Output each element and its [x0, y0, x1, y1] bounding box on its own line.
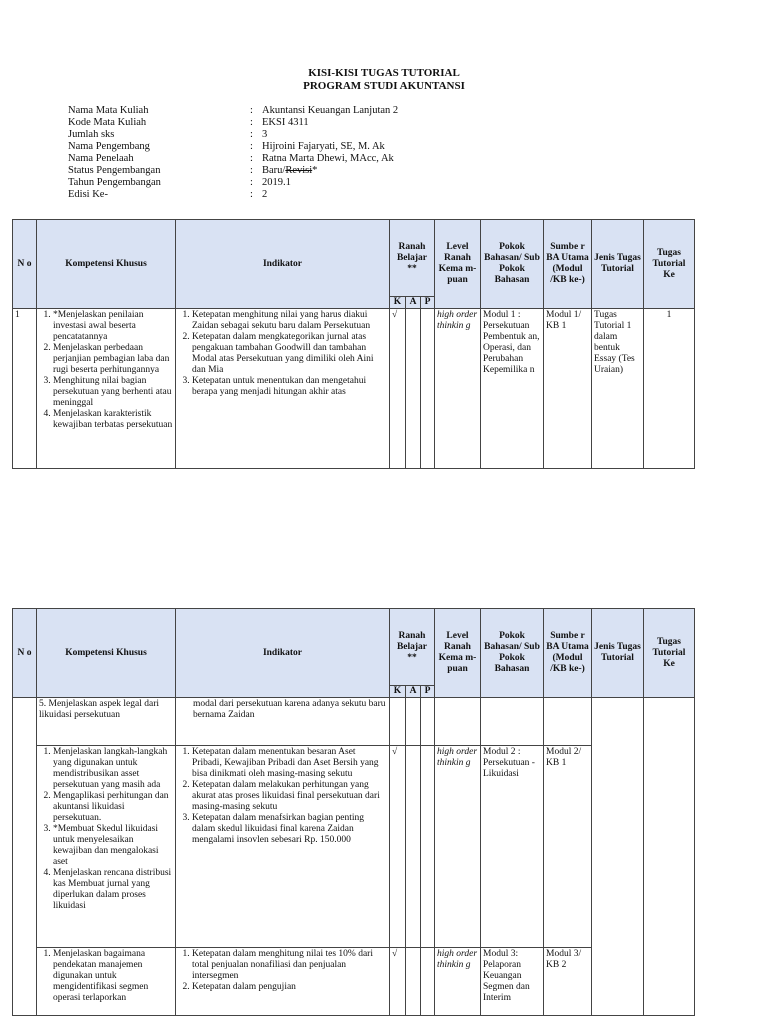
header-level: Level Ranah Kema m- puan — [435, 220, 481, 309]
header-row — [13, 609, 695, 686]
cell-pokok: Modul 2 : Persekutuan -Likuidasi — [481, 746, 544, 948]
header-indikator: Indikator — [176, 609, 390, 698]
cell-a — [406, 309, 421, 469]
header-tugas-ke: Tugas Tutorial Ke — [644, 609, 695, 698]
cell-kompetensi: 5. Menjelaskan aspek legal dari likuidasi persekutuan — [37, 698, 176, 746]
document-subtitle: PROGRAM STUDI AKUNTANSI — [303, 80, 465, 92]
cell-a — [406, 948, 421, 1016]
cell-level: high order thinkin g — [435, 948, 481, 1016]
table-row — [13, 309, 695, 469]
cell-sumber: Modul 2/ KB 1 — [544, 746, 592, 948]
cell-pokok: Modul 3: Pelaporan Keuangan Segmen dan Interim — [481, 948, 544, 1016]
cell-level: high order thinkin g — [435, 746, 481, 948]
header-no: N o — [13, 609, 37, 698]
header-jenis: Jenis Tugas Tutorial — [592, 220, 644, 309]
header-sumber: Sumbe r BA Utama (Modul /KB ke-) — [544, 220, 592, 309]
cell-kompetensi: 1. *Menjelaskan penilaian investasi awal beserta pencatatannya 2. Menjelaskan perbedaan perjanjian pembagian laba dan rugi beserta perhitungannya 3. Menghitung nilai bagian persekutuan yang berhenti atau meninggal 4. Menjelaskan karakteristik kewajiban terbatas persekutuan — [37, 309, 176, 469]
table-row — [13, 698, 695, 746]
header-k: K — [390, 686, 406, 698]
cell-jenis — [592, 698, 644, 1016]
header-tugas-ke: Tugas Tutorial Ke — [644, 220, 695, 309]
cell-p — [421, 698, 435, 746]
cell-k: √ — [390, 309, 406, 469]
grid-table-1 — [12, 219, 695, 469]
cell-p — [421, 309, 435, 469]
header-ranah: Ranah Belajar ** — [390, 609, 435, 686]
header-a: A — [406, 297, 421, 309]
cell-k: √ — [390, 746, 406, 948]
header-no: N o — [13, 220, 37, 309]
header-pokok: Pokok Bahasan/ Sub Pokok Bahasan — [481, 609, 544, 698]
cell-no: 1 — [13, 309, 37, 469]
cell-p — [421, 948, 435, 1016]
grid-table-2 — [12, 608, 695, 1016]
cell-k: √ — [390, 948, 406, 1016]
cell-p — [421, 746, 435, 948]
header-a: A — [406, 686, 421, 698]
header-p: P — [421, 686, 435, 698]
cell-kompetensi: 1. Menjelaskan bagaimana pendekatan manajemen digunakan untuk mengidentifikasi segmen operasi terlaporkan — [37, 948, 176, 1016]
header-kompetensi: Kompetensi Khusus — [37, 220, 176, 309]
header-sumber: Sumbe r BA Utama (Modul /KB ke-) — [544, 609, 592, 698]
cell-pokok — [481, 698, 544, 746]
cell-a — [406, 746, 421, 948]
cell-tugas-ke: 1 — [644, 309, 695, 469]
header-jenis: Jenis Tugas Tutorial — [592, 609, 644, 698]
header-ranah: Ranah Belajar ** — [390, 220, 435, 297]
header-indikator: Indikator — [176, 220, 390, 309]
cell-pokok: Modul 1 : Persekutuan Pembentuk an, Operasi, dan Perubahan Kepemilika n — [481, 309, 544, 469]
header-p: P — [421, 297, 435, 309]
cell-kompetensi: 1. Menjelaskan langkah-langkah yang digunakan untuk mendistribusikan asset persekutuan yang masih ada 2. Mengaplikasi perhitungan dan akuntansi likuidasi persekutuan. 3. *Membuat Skedul likuidasi untuk menyelesaikan kewajiban dan mengalokasi aset 4. Menjelaskan rencana distribusi kas Membuat jurnal yang diperlukan dalam proses likuidasi — [37, 746, 176, 948]
cell-sumber — [544, 698, 592, 746]
header-row — [13, 220, 695, 297]
cell-k — [390, 698, 406, 746]
cell-no — [13, 698, 37, 1016]
header-level: Level Ranah Kema m- puan — [435, 609, 481, 698]
document-title: KISI-KISI TUGAS TUTORIAL — [308, 67, 460, 79]
header-kompetensi: Kompetensi Khusus — [37, 609, 176, 698]
cell-sumber: Modul 3/ KB 2 — [544, 948, 592, 1016]
header-k: K — [390, 297, 406, 309]
cell-tugas-ke — [644, 698, 695, 1016]
cell-indikator: 1. Ketepatan dalam menentukan besaran Aset Pribadi, Kewajiban Pribadi dan Aset Bersih yang bisa dinikmati oleh masing-masing sekutu 2. Ketepatan dalam melakukan perhitungan yang akurat atas proses likuidasi final persekutuan dari masing-masing sekutu 3. Ketepatan dalam menafsirkan bagian penting dalam skedul likuidasi final karena Zaidan mengalami insovlen sebesari Rp. 150.000 — [176, 746, 390, 948]
cell-a — [406, 698, 421, 746]
cell-indikator: 1. Ketepatan dalam menghitung nilai tes 10% dari total penjualan nonafiliasi dan penjualan intersegmen 2. Ketepatan dalam pengujian — [176, 948, 390, 1016]
header-pokok: Pokok Bahasan/ Sub Pokok Bahasan — [481, 220, 544, 309]
cell-level — [435, 698, 481, 746]
cell-indikator: modal dari persekutuan karena adanya sekutu baru bernama Zaidan — [176, 698, 390, 746]
cell-jenis: Tugas Tutorial 1 dalam bentuk Essay (Tes Uraian) — [592, 309, 644, 469]
cell-indikator: 1. Ketepatan menghitung nilai yang harus diakui Zaidan sebagai sekutu baru dalam Persekutuan 2. Ketepatan dalam mengkategorikan jurnal atas pengakuan tambahan Goodwill dan tambahan Modal atas Persekutuan yang dimiliki oleh Aini dan Mia 3. Ketepatan untuk menentukan dan mengetahui berapa yang menjadi hitungan akhir atas — [176, 309, 390, 469]
cell-level: high order thinkin g — [435, 309, 481, 469]
cell-sumber: Modul 1/ KB 1 — [544, 309, 592, 469]
